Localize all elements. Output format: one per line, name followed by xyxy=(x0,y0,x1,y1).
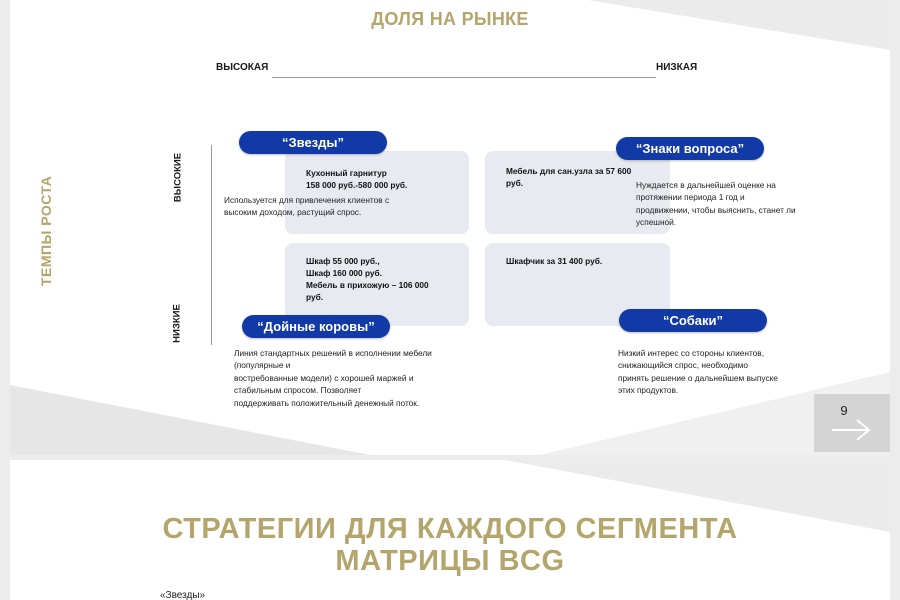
growth-rate-label: ТЕМПЫ РОСТА xyxy=(38,175,54,286)
question-marks-description: Нуждается в дальнейшей оценке на протяжении периода 1 год и продвижении, чтобы выяснить, станет ли успешной. xyxy=(636,180,796,228)
stars-heading-partial: «Звезды» xyxy=(160,590,206,600)
y-axis-high-label: ВЫСОКИЕ xyxy=(172,152,184,203)
stars-label: “Звезды” xyxy=(239,131,387,154)
slide-bcg-matrix xyxy=(10,0,890,455)
cash-cows-description: Линия стандартных решений в исполнении мебели (популярные и востребованные модели) с хорошей маржей и стабильным спросом. Позволяет поддерживать положительный денежный поток. xyxy=(234,348,432,408)
y-axis-low-label: НИЗКИЕ xyxy=(171,304,183,343)
question-marks-products: Мебель для сан.узла за 57 600 руб. xyxy=(506,166,632,189)
stars-description: Используется для привлечения клиентов с высоким доходом, растущий спрос. xyxy=(224,195,390,218)
arrow-right-icon xyxy=(830,418,872,442)
x-axis-high-label: ВЫСОКАЯ xyxy=(216,62,269,73)
page-number: 9 xyxy=(840,403,848,418)
market-share-title: ДОЛЯ НА РЫНКЕ xyxy=(371,9,529,29)
y-axis-line xyxy=(211,145,212,345)
stars-products-box xyxy=(285,151,469,234)
question-marks-label: “Знаки вопроса” xyxy=(616,137,764,160)
cash-cows-products: Шкаф 55 000 руб., Шкаф 160 000 руб. Мебель в прихожую – 106 000 руб. xyxy=(306,256,429,303)
cash-cows-products-box xyxy=(285,243,469,326)
slide-strategies xyxy=(10,460,890,600)
dogs-description: Низкий интерес со стороны клиентов, снижающийся спрос, необходимо принять решение о дальнейшем выпуске этих продуктов. xyxy=(618,348,778,396)
x-axis-line xyxy=(272,77,656,78)
dogs-products: Шкафчик за 31 400 руб. xyxy=(506,256,603,266)
stars-products: Кухонный гарнитур 158 000 руб.-580 000 руб. xyxy=(306,168,408,191)
next-slide-button[interactable] xyxy=(814,394,890,452)
dogs-label: “Собаки” xyxy=(619,309,767,332)
cash-cows-label: “Дойные коровы” xyxy=(242,315,390,338)
x-axis-low-label: НИЗКАЯ xyxy=(656,62,698,73)
strategies-title: СТРАТЕГИИ ДЛЯ КАЖДОГО СЕГМЕНТА МАТРИЦЫ BCG xyxy=(162,513,738,577)
